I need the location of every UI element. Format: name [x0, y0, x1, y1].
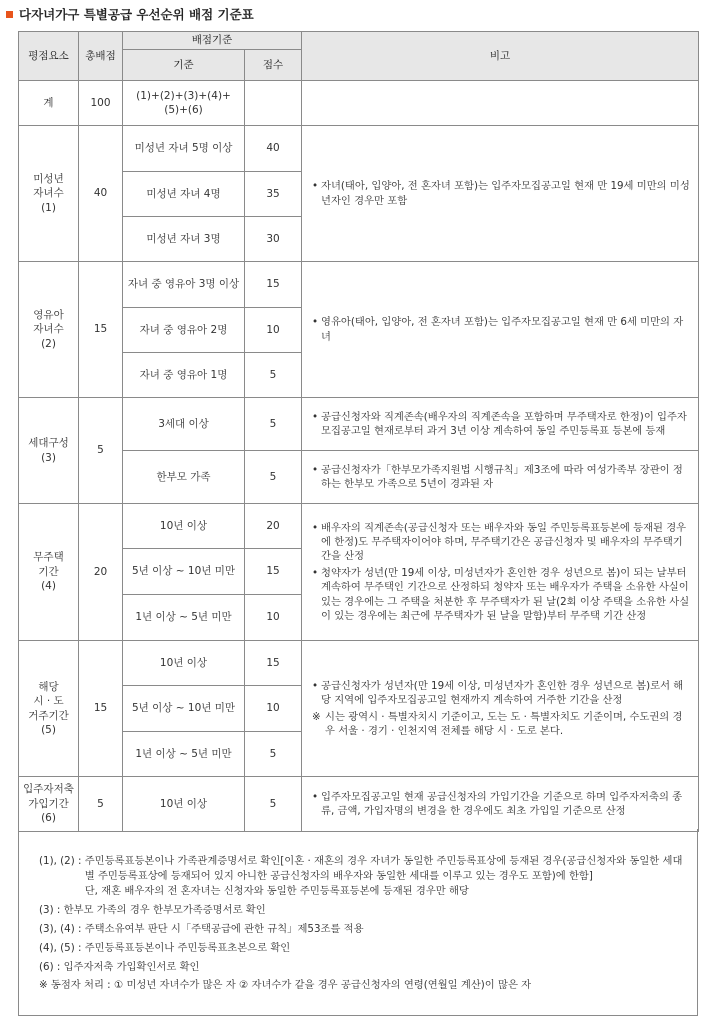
score-cell: 15	[245, 262, 302, 308]
total-household: 5	[79, 398, 123, 504]
sum-criteria: (1)+(2)+(3)+(4)+(5)+(6)	[123, 81, 245, 126]
header-criteria: 기준	[123, 50, 245, 81]
score-cell: 5	[245, 777, 302, 832]
score-cell: 10	[245, 686, 302, 732]
table-row	[19, 262, 699, 308]
note-item: (1), (2) : 주민등록표등본이나 가족관계증명서로 확인[이혼 · 재혼의 경우 자녀가 동일한 주민등록표상에 등재된 경우(공급신청자와 동일한 세대별 주민등록표상에 등재되어 있지 아니한 공급신청자의 배우자와 동일한 세대를 이루고 있는 경우도 포함)에 한함] 단, 재혼 배우자의 전 혼자녀는 신청자와 동일한 주민등록표등본에 등재된 경우만 해당	[39, 855, 683, 897]
criteria-cell: 자녀 중 영유아 3명 이상	[123, 262, 245, 308]
criteria-cell: 자녀 중 영유아 1명	[123, 353, 245, 398]
score-cell: 5	[245, 451, 302, 504]
item-residence-period: 해당 시 · 도 거주기간 (5)	[19, 641, 79, 777]
header-criteria-group: 배점기준	[123, 32, 302, 50]
criteria-cell: 5년 이상 ~ 10년 미만	[123, 686, 245, 732]
item-infant-children: 영유아 자녀수 (2)	[19, 262, 79, 398]
table-row	[19, 126, 699, 172]
table-row	[19, 398, 699, 451]
title-text: 다자녀가구 특별공급 우선순위 배점 기준표	[19, 7, 254, 22]
note-item: (3) : 한부모 가족의 경우 한부모가족증명서로 확인	[39, 903, 266, 916]
total-infant-children: 15	[79, 262, 123, 398]
total-savings-period: 5	[79, 777, 123, 832]
note-item: (3), (4) : 주택소유여부 판단 시「주택공급에 관한 규칙」제53조를 적용	[39, 922, 364, 935]
remark-residence-period: • 공급신청자가 성년자(만 19세 이상, 미성년자가 혼인한 경우 성년으로 봄)로서 해당 지역에 입주자모집공고일 현재까지 계속하여 거주한 기간을 산정 ※ 시는 광역시 · 특별자치시 기준이고, 도는 도 · 특별자치도 기준이며, 수도권의 경우 서울 · 경기 · 인천지역 전체를 해당 시 · 도로 본다.	[302, 641, 699, 777]
page-title	[6, 5, 254, 23]
total-homeless-period: 20	[79, 504, 123, 641]
score-cell: 10	[245, 595, 302, 641]
score-cell: 20	[245, 504, 302, 549]
score-cell: 15	[245, 549, 302, 595]
score-cell: 5	[245, 353, 302, 398]
header-score: 점수	[245, 50, 302, 81]
criteria-cell: 미성년 자녀 5명 이상	[123, 126, 245, 172]
table-row	[19, 504, 699, 549]
score-cell: 10	[245, 308, 302, 353]
remark-single-parent: • 공급신청자가「한부모가족지원법 시행규칙」제3조에 따라 여성가족부 장관이 정하는 한부모 가족으로 5년이 경과된 자	[302, 451, 699, 504]
remark-homeless-period: • 배우자의 직계존속(공급신청자 또는 배우자와 동일 주민등록표등본에 등재된 경우에 한정)도 무주택자이어야 하며, 무주택기간은 공급신청자 및 배우자의 무주택기간을 산정 • 청약자가 성년(만 19세 이상, 미성년자가 혼인한 경우 성년으로 봄)이 되는 날부터 계속하여 무주택인 기간으로 산정하되 청약자 또는 배우자가 주택을 소유한 사실이 있는 경우에는 그 주택을 처분한 후 무주택자가 된 날(2회 이상 주택을 소유한 사실이 있는 경우에는 최근에 무주택자가 된 날을 말함)부터 무주택 기간 산정	[302, 504, 699, 641]
remark-infant-children: • 영유아(태아, 입양아, 전 혼자녀 포함)는 입주자모집공고일 현재 만 6세 미만의 자녀	[302, 262, 699, 398]
criteria-cell: 10년 이상	[123, 504, 245, 549]
sum-total: 100	[79, 81, 123, 126]
remark-three-generation: • 공급신청자와 직계존속(배우자의 직계존속을 포함하며 무주택자로 한정)이 입주자모집공고일 현재로부터 과거 3년 이상 계속하여 동일 주민등록표 등본에 등재	[302, 398, 699, 451]
note-item: (4), (5) : 주민등록표등본이나 주민등록표초본으로 확인	[39, 941, 291, 954]
criteria-cell: 10년 이상	[123, 641, 245, 686]
score-cell: 5	[245, 398, 302, 451]
header-remark: 비고	[302, 32, 699, 81]
total-minor-children: 40	[79, 126, 123, 262]
criteria-cell: 미성년 자녀 3명	[123, 217, 245, 262]
table-row	[19, 641, 699, 686]
criteria-cell: 1년 이상 ~ 5년 미만	[123, 595, 245, 641]
score-cell: 40	[245, 126, 302, 172]
score-cell: 5	[245, 732, 302, 777]
item-household: 세대구성 (3)	[19, 398, 79, 504]
total-residence-period: 15	[79, 641, 123, 777]
score-cell: 35	[245, 172, 302, 217]
sum-item: 계	[19, 81, 79, 126]
criteria-cell: 1년 이상 ~ 5년 미만	[123, 732, 245, 777]
remark-minor-children: • 자녀(태아, 입양아, 전 혼자녀 포함)는 입주자모집공고일 현재 만 19세 미만의 미성년자인 경우만 포함	[302, 126, 699, 262]
score-cell: 30	[245, 217, 302, 262]
header-item: 평점요소	[19, 32, 79, 81]
header-total: 총배점	[79, 32, 123, 81]
tie-break-note: ※ 동점자 처리 : ① 미성년 자녀수가 많은 자 ② 자녀수가 같을 경우 공급신청자의 연령(연월일 계산)이 많은 자	[39, 979, 532, 992]
criteria-cell: 미성년 자녀 4명	[123, 172, 245, 217]
sum-row	[19, 81, 699, 126]
criteria-cell: 한부모 가족	[123, 451, 245, 504]
criteria-cell: 자녀 중 영유아 2명	[123, 308, 245, 353]
note-item: (6) : 입주자저축 가입확인서로 확인	[39, 960, 200, 973]
remark-savings-period: • 입주자모집공고일 현재 공급신청자의 가입기간을 기준으로 하며 입주자저축의 종류, 금액, 가입자명의 변경을 한 경우에도 최초 가입일 기준으로 산정	[302, 777, 699, 832]
table-row	[19, 777, 699, 832]
item-savings-period: 입주자저축 가입기간(6)	[19, 777, 79, 832]
criteria-cell: 10년 이상	[123, 777, 245, 832]
item-homeless-period: 무주택 기간 (4)	[19, 504, 79, 641]
criteria-cell: 5년 이상 ~ 10년 미만	[123, 549, 245, 595]
criteria-cell: 3세대 이상	[123, 398, 245, 451]
score-table	[18, 31, 699, 832]
notes-box	[18, 829, 698, 1016]
score-cell: 15	[245, 641, 302, 686]
title-square-icon	[6, 11, 13, 18]
item-minor-children: 미성년 자녀수 (1)	[19, 126, 79, 262]
